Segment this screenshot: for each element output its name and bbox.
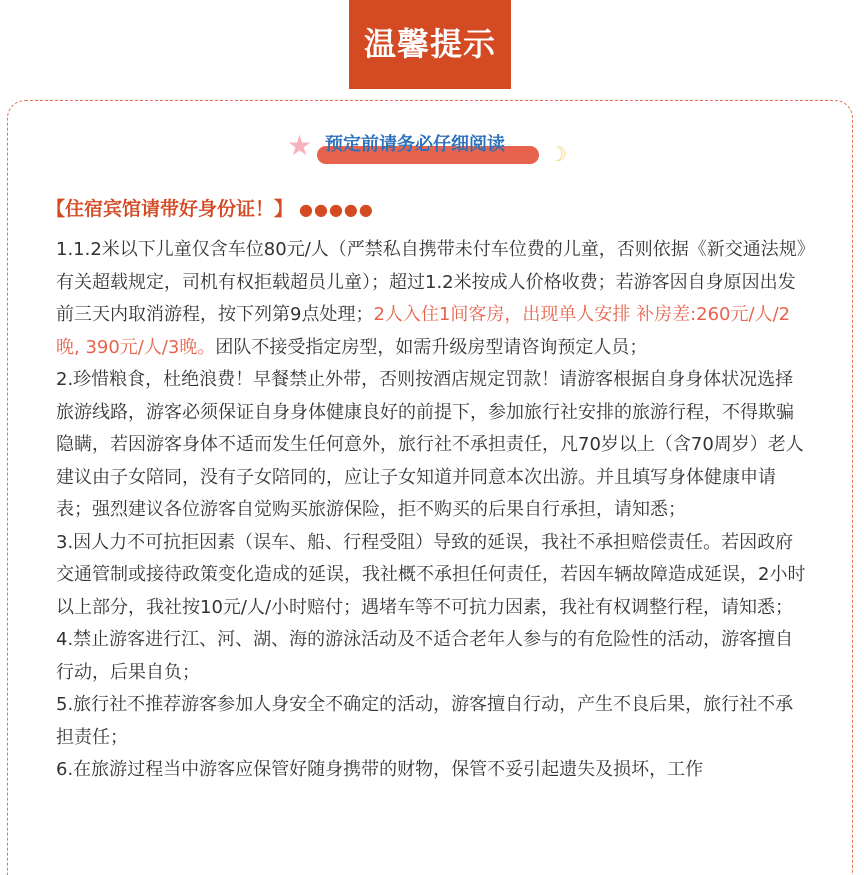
notice-item-1 (56, 234, 806, 364)
notice-item-2: 2.珍惜粮食，杜绝浪费！早餐禁止外带，否则按酒店规定罚款！请游客根据自身身体状况选择旅游线路，游客必须保证自身身体健康良好的前提下，参加旅行社安排的旅游行程，不得欺骗隐瞒，若因游客身体不适而发生任何意外，旅行社不承担责任，凡70岁以上（含70周岁）老人建议由子女陪同，没有子女陪同的，应让子女知道并同意本次出游。并且填写身体健康申请表；强烈建议各位游客自觉购买旅游保险，拒不购买的后果自行承担，请知悉； (56, 369, 804, 520)
notice-item-text: 团队不接受指定房型，如需升级房型请咨询预定人员； (215, 336, 648, 358)
highlight-room-surcharge: 2人入住1间客房，出现单人安排 补房差:260元/人/2晚, 390元/人/3晚。 (56, 304, 791, 358)
notice-item-text: 1.1.2米以下儿童仅含车位80元/人（严禁私自携带未付车位费的儿童，否则依据《新交通法规》有关超载规定，司机有权拒载超员儿童）；超过1.2米按成人价格收费；若游客因自身原因出发前三天内取消游程，按下列第9点处理； (56, 239, 806, 325)
notice-content (56, 234, 806, 787)
subtitle-badge (287, 128, 577, 170)
moon-icon: ☽ (549, 142, 567, 166)
page-title: 温馨提示 (349, 0, 511, 89)
subtitle-text: 预定前请务必仔细阅读 (325, 134, 505, 155)
section-heading-text: 【住宿宾馆请带好身份证！】 (46, 198, 294, 220)
decorative-dots: ●●●●● (299, 200, 374, 219)
notice-item-4: 4.禁止游客进行江、河、湖、海的游泳活动及不适合老年人参与的有危险性的活动，游客擅自行动，后果自负； (56, 629, 794, 683)
notice-item-5: 5.旅行社不推荐游客参加人身安全不确定的活动，游客擅自行动，产生不良后果，旅行社不承担责任； (56, 694, 794, 748)
star-icon: ★ (287, 129, 313, 162)
section-heading (46, 195, 374, 224)
notice-item-3: 3.因人力不可抗拒因素（误车、船、行程受阻）导致的延误，我社不承担赔偿责任。若因政府交通管制或接待政策变化造成的延误，我社概不承担任何责任，若因车辆故障造成延误，2小时以上部分，我社按10元/人/小时赔付；遇堵车等不可抗力因素，我社有权调整行程，请知悉； (56, 531, 806, 618)
notice-item-6: 6.在旅游过程当中游客应保管好随身携带的财物，保管不妥引起遗失及损坏，工作 (56, 759, 704, 780)
